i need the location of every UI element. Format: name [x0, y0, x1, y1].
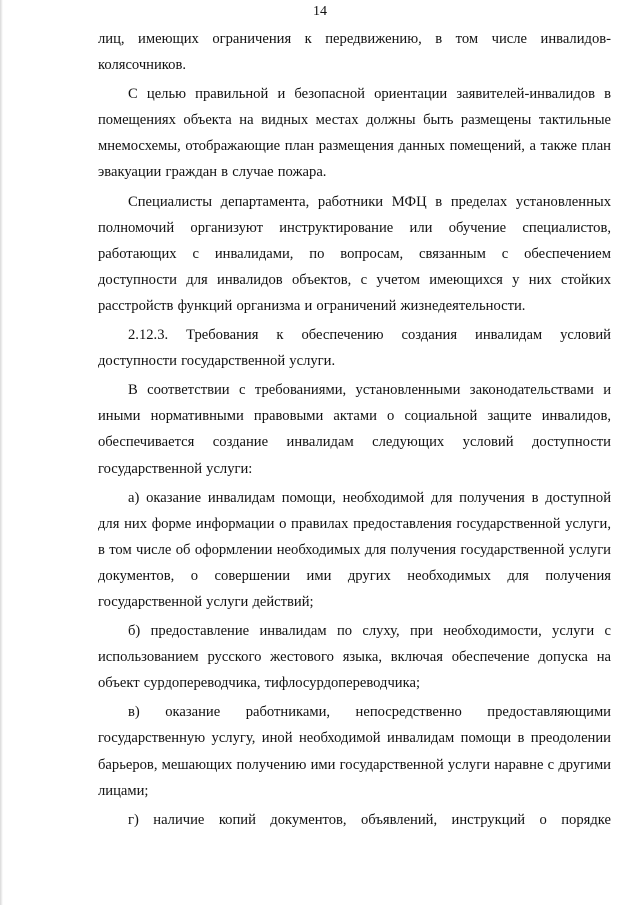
paragraph-accessibility-conditions: В соответствии с требованиями, установленными законодательствами и иными нормативными правовыми актами о социальной защите инвалидов, обеспечивается создание инвалидам следующих условий доступности государственной услуги:: [98, 382, 611, 477]
list-item-v: в) оказание работниками, непосредственно предоставляющими государственную услугу, иной необходимой инвалидам помощи в преодолении барьеров, мешающих получению ими государственной услуги наравне с другими лицами;: [98, 704, 611, 799]
scan-edge: [0, 0, 3, 905]
list-item-a: а) оказание инвалидам помощи, необходимой для получения в доступной для них форме информации о правилах предоставления государственной услуги, в том числе об оформлении необходимых для получения государственной услуги документов, о совершении ими других необходимых для получения государственной услуги действий;: [98, 489, 611, 610]
page-number: 14: [313, 4, 327, 19]
paragraph-tactile-schemes: С целью правильной и безопасной ориентации заявителей-инвалидов в помещениях объекта на видных местах должны быть размещены тактильные мнемосхемы, отображающие план размещения данных помещений, а также план эвакуации граждан в случае пожара.: [98, 86, 611, 181]
section-heading-2-12-3: 2.12.3. Требования к обеспечению создания инвалидам условий доступности государственной услуги.: [98, 327, 611, 370]
document-body: [98, 26, 611, 836]
list-item-g: г) наличие копий документов, объявлений, инструкций о порядке: [128, 811, 611, 828]
paragraph-continuation: лиц, имеющих ограничения к передвижению, в том числе инвалидов-колясочников.: [98, 31, 611, 74]
paragraph-staff-instruction: Специалисты департамента, работники МФЦ в пределах установленных полномочий организуют инструктирование или обучение специалистов, работающих с инвалидами, по вопросам, связанным с обеспечением доступности для инвалидов объектов, с учетом имеющихся у них стойких расстройств функций организма и ограничений жизнедеятельности.: [98, 193, 611, 314]
list-item-b: б) предоставление инвалидам по слуху, при необходимости, услуги с использованием русского жестового языка, включая обеспечение допуска на объект сурдопереводчика, тифлосурдопереводчика;: [98, 623, 611, 692]
